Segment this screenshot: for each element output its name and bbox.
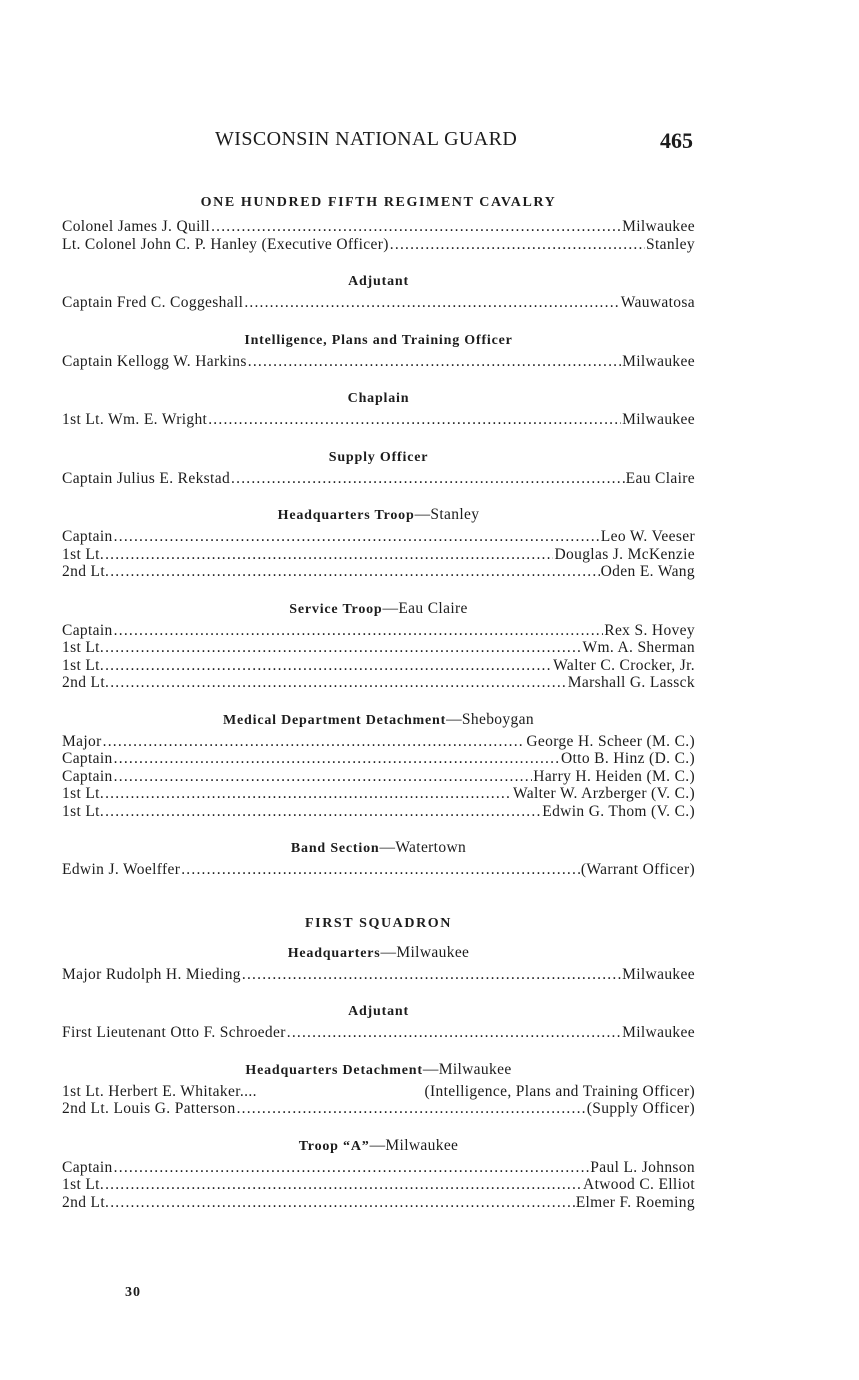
- section-heading-title: Intelligence, Plans and Training Officer: [244, 332, 513, 348]
- entry-value: Douglas J. McKenzie: [554, 545, 695, 563]
- section-heading: [62, 838, 695, 858]
- roster-entry: [62, 294, 695, 312]
- entry-name: Edwin J. Woelffer: [62, 861, 181, 878]
- regiment-sections: [62, 271, 695, 879]
- roster-entry: [62, 639, 695, 657]
- regiment-title: ONE HUNDRED FIFTH REGIMENT CAVALRY: [200, 195, 557, 210]
- section-heading: [62, 1136, 695, 1156]
- roster-entry: [62, 236, 695, 254]
- signature-mark: 30: [125, 1285, 141, 1300]
- dot-leader: [114, 1159, 590, 1177]
- entry-value: Atwood C. Elliot: [583, 1176, 695, 1193]
- roster-section: [62, 505, 695, 581]
- section-heading: [62, 599, 695, 619]
- dot-leader: [287, 1024, 621, 1042]
- roster-section: [62, 271, 695, 312]
- entry-name: 1st Lt.: [62, 785, 105, 802]
- entry-value: Otto B. Hinz (D. C.): [560, 750, 695, 767]
- running-title: WISCONSIN NATIONAL GUARD: [215, 128, 518, 150]
- entry-value: George H. Scheer (M. C.): [526, 732, 695, 750]
- entry-name: Captain: [62, 528, 113, 545]
- entry-value: (Intelligence, Plans and Training Officer): [424, 1082, 695, 1100]
- section-heading-title: Headquarters Troop: [277, 508, 415, 523]
- roster-section: [62, 1060, 695, 1118]
- roster-entry: [62, 563, 695, 581]
- entry-name: Lt. Colonel John C. P. Hanley (Executive Officer): [62, 235, 389, 253]
- roster-entry: [62, 657, 695, 675]
- roster-entry: [62, 768, 695, 786]
- roster-entry: [62, 353, 695, 371]
- entry-name: 1st Lt. Herbert E. Whitaker....: [62, 1082, 257, 1100]
- entry-value: Edwin G. Thom (V. C.): [542, 802, 695, 820]
- roster-entry: [62, 411, 695, 429]
- section-heading: [62, 710, 695, 730]
- entry-name: 1st Lt.: [62, 545, 105, 563]
- running-head: [215, 128, 693, 158]
- roster-section: [62, 710, 695, 821]
- section-heading-title: Troop “A”: [298, 1138, 370, 1154]
- roster-section: [62, 388, 695, 429]
- roster-entry: [62, 546, 695, 564]
- roster-entry: [62, 1083, 695, 1101]
- entry-value: Paul L. Johnson: [590, 1158, 695, 1176]
- dot-leader: [211, 218, 621, 236]
- roster-content: [62, 192, 695, 1211]
- dot-leader: [103, 733, 526, 751]
- section-heading-place: —Stanley: [414, 506, 480, 523]
- entry-value: Milwaukee: [622, 965, 695, 983]
- roster-section: [62, 599, 695, 692]
- dot-leader: [181, 861, 580, 879]
- roster-entry: [62, 470, 695, 488]
- entry-name: Captain: [62, 750, 113, 767]
- section-heading-place: —Watertown: [379, 839, 467, 856]
- section-heading-title: Headquarters Detachment: [245, 1062, 423, 1078]
- section-heading: [62, 943, 695, 963]
- section-heading: [62, 1060, 695, 1080]
- entry-value: Milwaukee: [622, 218, 695, 235]
- dot-leader: [242, 966, 621, 984]
- squadron-title: FIRST SQUADRON: [305, 915, 452, 931]
- section-heading: [62, 271, 695, 291]
- entry-name: Captain: [62, 767, 113, 785]
- dot-leader: [105, 639, 581, 657]
- dot-leader: [105, 657, 552, 675]
- entry-value: Rex S. Hovey: [604, 621, 695, 639]
- entry-name: 1st Lt.: [62, 639, 105, 656]
- roster-entry: [62, 1194, 695, 1212]
- entry-name: Captain Fred C. Coggeshall: [62, 294, 244, 311]
- entry-name: 2nd Lt.: [62, 563, 110, 580]
- regiment-officers: [62, 218, 695, 253]
- roster-entry: [62, 1100, 695, 1118]
- section-heading: [62, 505, 695, 525]
- dot-leader: [244, 294, 619, 312]
- entry-value: Marshall G. Lassck: [567, 674, 695, 691]
- roster-entry: [62, 1159, 695, 1177]
- entry-name: Colonel James J. Quill: [62, 218, 211, 235]
- entry-name: 1st Lt.: [62, 1176, 105, 1193]
- roster-entry: [62, 528, 695, 546]
- entry-value: Walter C. Crocker, Jr.: [553, 656, 695, 674]
- section-heading: [62, 447, 695, 467]
- dot-leader: [114, 622, 604, 640]
- roster-entry: [62, 803, 695, 821]
- entry-name: Captain: [62, 621, 113, 639]
- section-heading-place: —Eau Claire: [382, 599, 468, 617]
- page-number: 465: [660, 128, 693, 153]
- entry-value: Stanley: [646, 235, 695, 253]
- entry-name: Captain: [62, 1158, 113, 1176]
- dot-leader: [110, 674, 567, 692]
- entry-name: Captain Kellogg W. Harkins: [62, 352, 247, 370]
- entry-name: 2nd Lt.: [62, 1193, 110, 1211]
- roster-section: [62, 330, 695, 371]
- roster-entry: [62, 750, 695, 768]
- roster-entry: [62, 622, 695, 640]
- entry-value: Eau Claire: [625, 469, 695, 487]
- entry-value: Harry H. Heiden (M. C.): [533, 767, 695, 785]
- roster-section: [62, 447, 695, 488]
- dot-leader: [237, 1100, 586, 1118]
- roster-entry: [62, 1176, 695, 1194]
- roster-section: [62, 1136, 695, 1212]
- entry-name: 2nd Lt.: [62, 674, 110, 691]
- section-heading: [62, 388, 695, 408]
- section-heading-title: Medical Department Detachment: [223, 712, 447, 728]
- dot-leader: [114, 528, 600, 546]
- roster-entry: [62, 733, 695, 751]
- dot-leader: [114, 768, 533, 786]
- entry-value: Milwaukee: [622, 411, 695, 428]
- entry-name: Captain Julius E. Rekstad: [62, 469, 231, 487]
- squadron-sections: [62, 943, 695, 1212]
- entry-value: (Warrant Officer): [580, 861, 695, 878]
- section-heading-title: Adjutant: [348, 274, 409, 289]
- dot-leader: [390, 236, 645, 254]
- section-heading-title: Headquarters: [287, 945, 381, 961]
- roster-section: [62, 838, 695, 879]
- entry-name: 2nd Lt. Louis G. Patterson: [62, 1100, 236, 1117]
- section-heading: [62, 330, 695, 350]
- roster-section: [62, 1001, 695, 1042]
- entry-name: Major Rudolph H. Mieding: [62, 965, 241, 983]
- section-heading: [62, 1001, 695, 1021]
- section-heading-place: —Milwaukee: [369, 1136, 459, 1154]
- section-heading-title: Adjutant: [348, 1004, 409, 1019]
- roster-entry: [62, 1024, 695, 1042]
- entry-value: Walter W. Arzberger (V. C.): [513, 785, 695, 802]
- section-heading-title: Chaplain: [347, 391, 410, 406]
- entry-value: Milwaukee: [622, 1024, 695, 1041]
- dot-leader: [105, 785, 512, 803]
- section-heading-title: Service Troop: [289, 601, 383, 617]
- section-heading-place: —Milwaukee: [422, 1060, 512, 1078]
- entry-value: Wm. A. Sherman: [582, 639, 695, 656]
- entry-value: Milwaukee: [622, 352, 695, 370]
- roster-entry: [62, 674, 695, 692]
- dot-leader: [105, 546, 553, 564]
- roster-entry: [62, 966, 695, 984]
- entry-name: First Lieutenant Otto F. Schroeder: [62, 1024, 286, 1041]
- section-heading-title: Supply Officer: [328, 449, 429, 465]
- entry-value: Leo W. Veeser: [600, 528, 695, 545]
- dot-leader: [105, 1176, 582, 1194]
- section-heading-title: Band Section: [290, 841, 380, 856]
- entry-value: (Supply Officer): [586, 1100, 695, 1117]
- dot-leader: [248, 353, 621, 371]
- entry-value: Elmer F. Roeming: [575, 1193, 695, 1211]
- roster-entry: [62, 861, 695, 879]
- entry-name: 1st Lt. Wm. E. Wright: [62, 411, 208, 428]
- dot-leader: [114, 750, 560, 768]
- entry-name: 1st Lt.: [62, 802, 105, 820]
- dot-leader: [110, 563, 599, 581]
- roster-section: [62, 943, 695, 984]
- roster-entry: [62, 218, 695, 236]
- section-heading-place: —Milwaukee: [380, 943, 470, 961]
- dot-leader: [105, 803, 541, 821]
- entry-value: Wauwatosa: [620, 294, 695, 311]
- dot-leader: [208, 411, 621, 429]
- roster-entry: [62, 785, 695, 803]
- entry-name: 1st Lt.: [62, 656, 105, 674]
- entry-name: Major: [62, 732, 102, 750]
- entry-value: Oden E. Wang: [600, 563, 695, 580]
- dot-leader: [231, 470, 625, 488]
- dot-leader: [110, 1194, 574, 1212]
- section-heading-place: —Sheboygan: [446, 710, 534, 728]
